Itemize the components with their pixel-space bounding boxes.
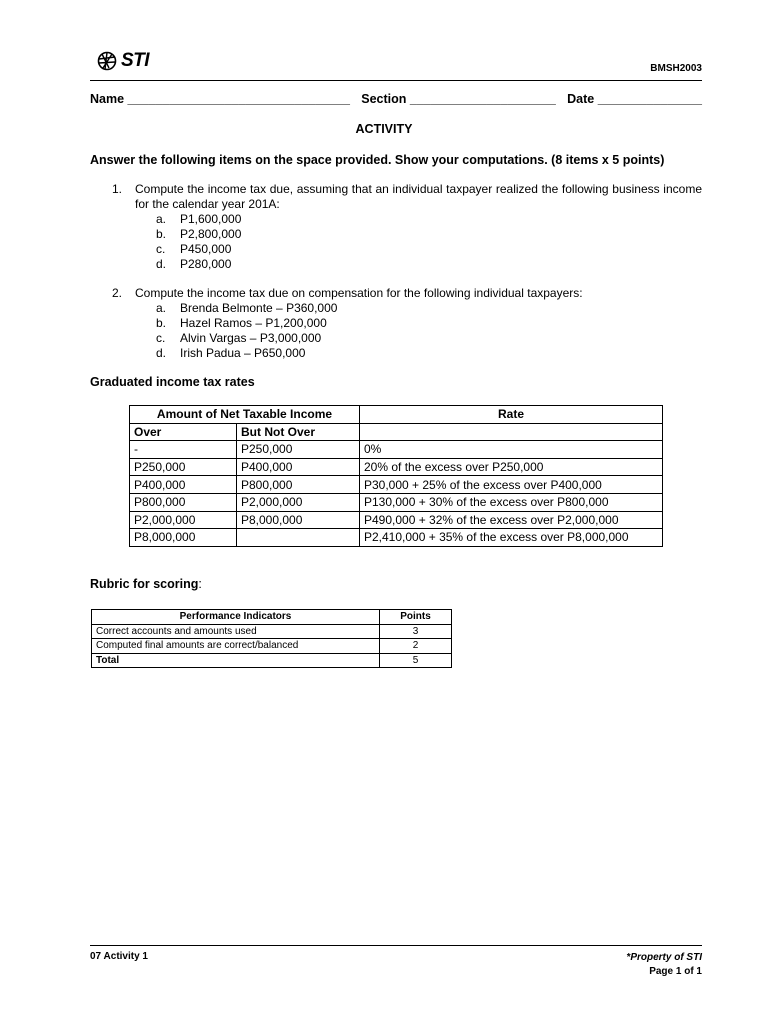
tax-rates-table	[129, 405, 663, 547]
table-row	[92, 624, 452, 639]
question-number: 1.	[112, 182, 123, 196]
rubric-heading	[90, 577, 202, 591]
table-cell: P2,000,000	[130, 511, 237, 529]
table-cell: P800,000	[237, 476, 360, 494]
item-text: Alvin Vargas – P3,000,000	[180, 331, 322, 345]
table-cell: 20% of the excess over P250,000	[360, 458, 663, 476]
table-row	[130, 441, 663, 459]
item-text: Brenda Belmonte – P360,000	[180, 301, 338, 315]
rubric-heading-colon: :	[198, 577, 202, 591]
footer-right	[626, 951, 702, 979]
globe-icon	[97, 51, 119, 71]
footer-rule	[90, 945, 702, 946]
indicators-header: Performance Indicators	[92, 610, 380, 625]
instructions: Answer the following items on the space provided. Show your computations. (8 items x 5 points)	[90, 153, 665, 167]
table-row	[130, 458, 663, 476]
rate-header: Rate	[360, 406, 663, 424]
course-code: BMSH2003	[650, 63, 702, 74]
total-points: 5	[380, 653, 452, 668]
question-number: 2.	[112, 286, 123, 300]
table-row	[130, 493, 663, 511]
table-cell: Correct accounts and amounts used	[92, 624, 380, 639]
rubric-heading-text: Rubric for scoring	[90, 577, 199, 591]
not-over-header: But Not Over	[237, 423, 360, 441]
table-subheader-row	[130, 423, 663, 441]
table-cell: 3	[380, 624, 452, 639]
property-note: *Property of STI	[626, 952, 702, 963]
footer-left: 07 Activity 1	[90, 951, 148, 962]
date-field: Date _______________	[567, 92, 702, 106]
over-header: Over	[130, 423, 237, 441]
question-text: Compute the income tax due on compensation for the following individual taxpayers:	[135, 286, 583, 300]
amount-header: Amount of Net Taxable Income	[130, 406, 360, 424]
logo-text: STI	[121, 50, 150, 71]
table-cell: P2,410,000 + 35% of the excess over P8,000,000	[360, 529, 663, 547]
item-text: P2,800,000	[180, 227, 242, 241]
question-2	[112, 286, 702, 361]
table-row	[92, 639, 452, 654]
rubric-table	[91, 609, 452, 668]
name-section-date-line	[90, 92, 702, 106]
table-cell: -	[130, 441, 237, 459]
table-cell: P8,000,000	[237, 511, 360, 529]
item-letter: a.	[156, 212, 167, 226]
table-cell: P30,000 + 25% of the excess over P400,000	[360, 476, 663, 494]
table-cell: P2,000,000	[237, 493, 360, 511]
item-text: P1,600,000	[180, 212, 242, 226]
table-cell: 2	[380, 639, 452, 654]
table-cell: P400,000	[130, 476, 237, 494]
table-cell: P490,000 + 32% of the excess over P2,000,000	[360, 511, 663, 529]
question-1	[112, 182, 702, 272]
item-text: P450,000	[180, 242, 232, 256]
item-letter: b.	[156, 316, 167, 330]
sti-logo	[97, 50, 157, 72]
question-item	[156, 242, 702, 257]
item-letter: c.	[156, 242, 166, 256]
table-cell: 0%	[360, 441, 663, 459]
table-cell: P800,000	[130, 493, 237, 511]
table-total-row	[92, 653, 452, 668]
page-number: Page 1 of 1	[649, 966, 702, 977]
total-label: Total	[92, 653, 380, 668]
question-item	[156, 301, 702, 316]
table-row	[130, 529, 663, 547]
question-item	[156, 227, 702, 242]
question-text: Compute the income tax due, assuming that an individual taxpayer realized the following business income for the calendar year 201A:	[135, 182, 702, 211]
table-cell: P8,000,000	[130, 529, 237, 547]
table-cell	[237, 529, 360, 547]
name-field: Name ________________________________	[90, 92, 350, 106]
table-cell: P130,000 + 30% of the excess over P800,000	[360, 493, 663, 511]
table-header-row	[130, 406, 663, 424]
table-cell: Computed final amounts are correct/balanced	[92, 639, 380, 654]
points-header: Points	[380, 610, 452, 625]
item-letter: a.	[156, 301, 167, 315]
item-text: Hazel Ramos – P1,200,000	[180, 316, 327, 330]
item-letter: d.	[156, 346, 167, 360]
item-letter: c.	[156, 331, 166, 345]
rates-heading: Graduated income tax rates	[90, 375, 255, 389]
question-item	[156, 331, 702, 346]
page-title: ACTIVITY	[355, 122, 413, 136]
item-letter: b.	[156, 227, 167, 241]
table-cell	[360, 423, 663, 441]
question-item	[156, 316, 702, 331]
table-row	[130, 476, 663, 494]
table-header-row	[92, 610, 452, 625]
table-cell: P400,000	[237, 458, 360, 476]
question-item	[156, 212, 702, 227]
item-text: P280,000	[180, 257, 232, 271]
item-text: Irish Padua – P650,000	[180, 346, 306, 360]
table-row	[130, 511, 663, 529]
table-cell: P250,000	[237, 441, 360, 459]
item-letter: d.	[156, 257, 167, 271]
table-cell: P250,000	[130, 458, 237, 476]
section-field: Section _____________________	[361, 92, 556, 106]
question-item	[156, 346, 702, 361]
header-rule	[90, 80, 702, 81]
question-item	[156, 257, 702, 272]
